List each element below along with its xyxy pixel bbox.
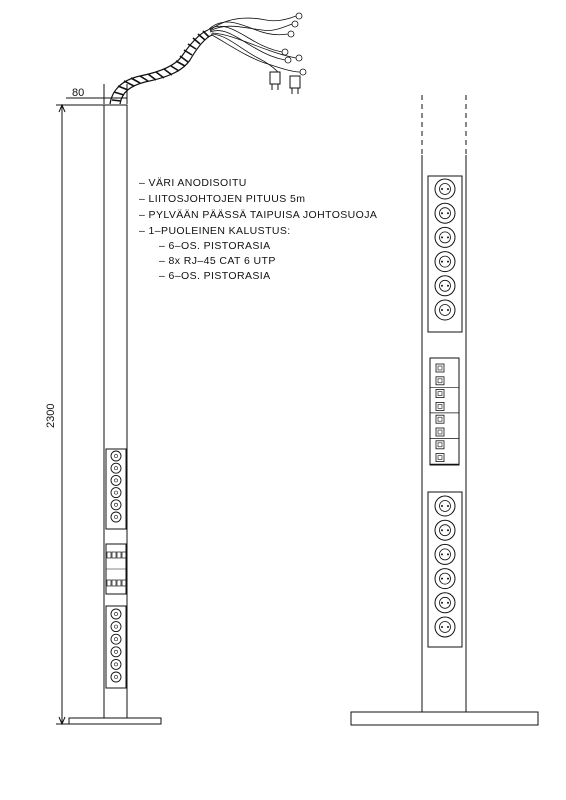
cable-end-terminal (296, 55, 302, 61)
left-elevation-view (56, 13, 306, 724)
rj45-port-icon (436, 364, 444, 372)
socket-outlet-icon (111, 634, 121, 644)
power-plug-body (290, 76, 300, 88)
rj45-port-latch (438, 392, 442, 396)
rj45-port-icon (436, 454, 444, 462)
socket-pin-hole (447, 309, 449, 311)
socket-pin-hole (447, 553, 449, 555)
note-one-sided-fittings: – 1–PUOLEINEN KALUSTUS: (139, 225, 291, 237)
cable-end-terminal (292, 21, 298, 27)
cable-wire (212, 35, 300, 72)
socket-outlet-core (114, 491, 117, 494)
rj45-port-icon (112, 552, 116, 558)
cable-guard-link (171, 66, 179, 71)
socket-pin-hole (441, 529, 443, 531)
rj45-port-icon (107, 580, 111, 586)
cable-end-terminal (288, 31, 294, 37)
socket-outlet-icon (435, 252, 455, 272)
socket-outlet-icon (435, 617, 455, 637)
socket-pin-hole (441, 309, 443, 311)
rj45-port-latch (438, 417, 442, 421)
height-dimension-label: 2300 (45, 403, 57, 428)
socket-outlet-icon (111, 647, 121, 657)
socket-pin-hole (447, 212, 449, 214)
socket-pin-hole (447, 188, 449, 190)
column-body (104, 105, 127, 718)
socket-outlet-icon (111, 609, 121, 619)
socket-outlet-icon (111, 512, 121, 522)
socket-outlet-icon (435, 276, 455, 296)
socket-pin-hole (447, 602, 449, 604)
socket-pin-hole (441, 578, 443, 580)
cable-guard-link (198, 34, 205, 40)
cable-guard-rail-inner (120, 35, 212, 104)
socket-outlet-icon (111, 622, 121, 632)
socket-outlet-icon (435, 179, 455, 199)
power-plug-body (270, 72, 280, 84)
socket-outlet-icon (111, 488, 121, 498)
socket-pin-hole (447, 626, 449, 628)
socket-outlet-icon (435, 544, 455, 564)
cable-guard-link (164, 69, 172, 75)
cable-end-terminal (300, 69, 306, 75)
socket-outlet-core (114, 612, 117, 615)
socket-outlet-core (114, 675, 117, 678)
socket-outlet-icon (435, 569, 455, 589)
rj45-port-latch (438, 430, 442, 434)
cable-wire (210, 16, 296, 30)
lower-socket-panel (428, 492, 462, 647)
cable-guard-link (180, 56, 188, 62)
rj45-port-icon (436, 441, 444, 449)
cable-guard-link (131, 78, 140, 83)
socket-outlet-core (114, 467, 117, 470)
rj45-port-icon (436, 415, 444, 423)
socket-pin-hole (447, 261, 449, 263)
socket-outlet-core (114, 454, 117, 457)
rj45-port-icon (122, 552, 126, 558)
cable-wire (210, 24, 292, 31)
socket-outlet-core (114, 515, 117, 518)
subnote-lower-socket: – 6–OS. PISTORASIA (159, 270, 271, 282)
rj45-port-icon (112, 580, 116, 586)
cable-wire (211, 34, 278, 72)
cable-guard-link (203, 31, 209, 37)
right-elevation-view (351, 95, 538, 725)
socket-outlet-core (114, 650, 117, 653)
rj45-panel (430, 358, 459, 465)
socket-outlet-core (114, 479, 117, 482)
socket-outlet-core (114, 638, 117, 641)
cable-guard-link (176, 61, 185, 66)
socket-outlet-icon (111, 659, 121, 669)
socket-outlet-icon (435, 520, 455, 540)
socket-outlet-icon (111, 672, 121, 682)
rj45-port-icon (117, 552, 121, 558)
rj45-port-latch (438, 443, 442, 447)
column-base-plate (351, 712, 538, 725)
socket-outlet-icon (435, 496, 455, 516)
note-color: – VÄRI ANODISOITU (139, 177, 247, 189)
socket-pin-hole (441, 261, 443, 263)
rj45-port-icon (122, 580, 126, 586)
socket-outlet-icon (435, 227, 455, 247)
subnote-upper-socket: – 6–OS. PISTORASIA (159, 240, 271, 252)
cable-end-terminal (285, 57, 291, 63)
cable-end-terminal (282, 49, 288, 55)
socket-pin-hole (441, 553, 443, 555)
socket-pin-hole (441, 188, 443, 190)
rj45-port-icon (436, 377, 444, 385)
socket-outlet-icon (111, 475, 121, 485)
rj45-port-icon (436, 390, 444, 398)
rj45-port-latch (438, 366, 442, 370)
socket-pin-hole (441, 626, 443, 628)
socket-pin-hole (441, 602, 443, 604)
socket-pin-hole (447, 236, 449, 238)
socket-pin-hole (447, 285, 449, 287)
socket-outlet-core (114, 503, 117, 506)
rj45-port-icon (436, 402, 444, 410)
rj45-port-icon (436, 428, 444, 436)
rj45-port-latch (438, 379, 442, 383)
rj45-port-icon (117, 580, 121, 586)
socket-outlet-icon (435, 203, 455, 223)
note-flexible-cable-guard: – PYLVÄÄN PÄÄSSÄ TAIPUISA JOHTOSUOJA (139, 209, 378, 221)
socket-outlet-icon (435, 593, 455, 613)
socket-outlet-icon (435, 300, 455, 320)
column-base-plate (69, 718, 161, 724)
socket-pin-hole (441, 285, 443, 287)
socket-pin-hole (441, 236, 443, 238)
cable-guard-link (124, 81, 134, 86)
socket-pin-hole (447, 529, 449, 531)
cable-guard-link (112, 100, 121, 101)
socket-outlet-core (114, 663, 117, 666)
socket-outlet-icon (111, 500, 121, 510)
socket-outlet-core (114, 625, 117, 628)
subnote-rj45: – 8x RJ–45 CAT 6 UTP (159, 255, 276, 267)
cable-end-terminal (296, 13, 302, 19)
socket-pin-hole (441, 212, 443, 214)
rj45-port-icon (107, 552, 111, 558)
cable-guard-link (148, 74, 156, 80)
socket-pin-hole (441, 505, 443, 507)
socket-pin-hole (447, 578, 449, 580)
rj45-port-latch (438, 404, 442, 408)
socket-outlet-icon (111, 463, 121, 473)
rj45-port-latch (438, 456, 442, 460)
width-dimension-label: 80 (72, 87, 85, 99)
cable-guard-link (140, 76, 148, 81)
socket-outlet-icon (111, 451, 121, 461)
socket-pin-hole (447, 505, 449, 507)
cable-guard-link (114, 92, 124, 95)
note-cable-length: – LIITOSJOHTOJEN PITUUS 5m (139, 193, 306, 205)
cable-guard-link (184, 50, 192, 55)
cable-guard-link (156, 72, 164, 78)
